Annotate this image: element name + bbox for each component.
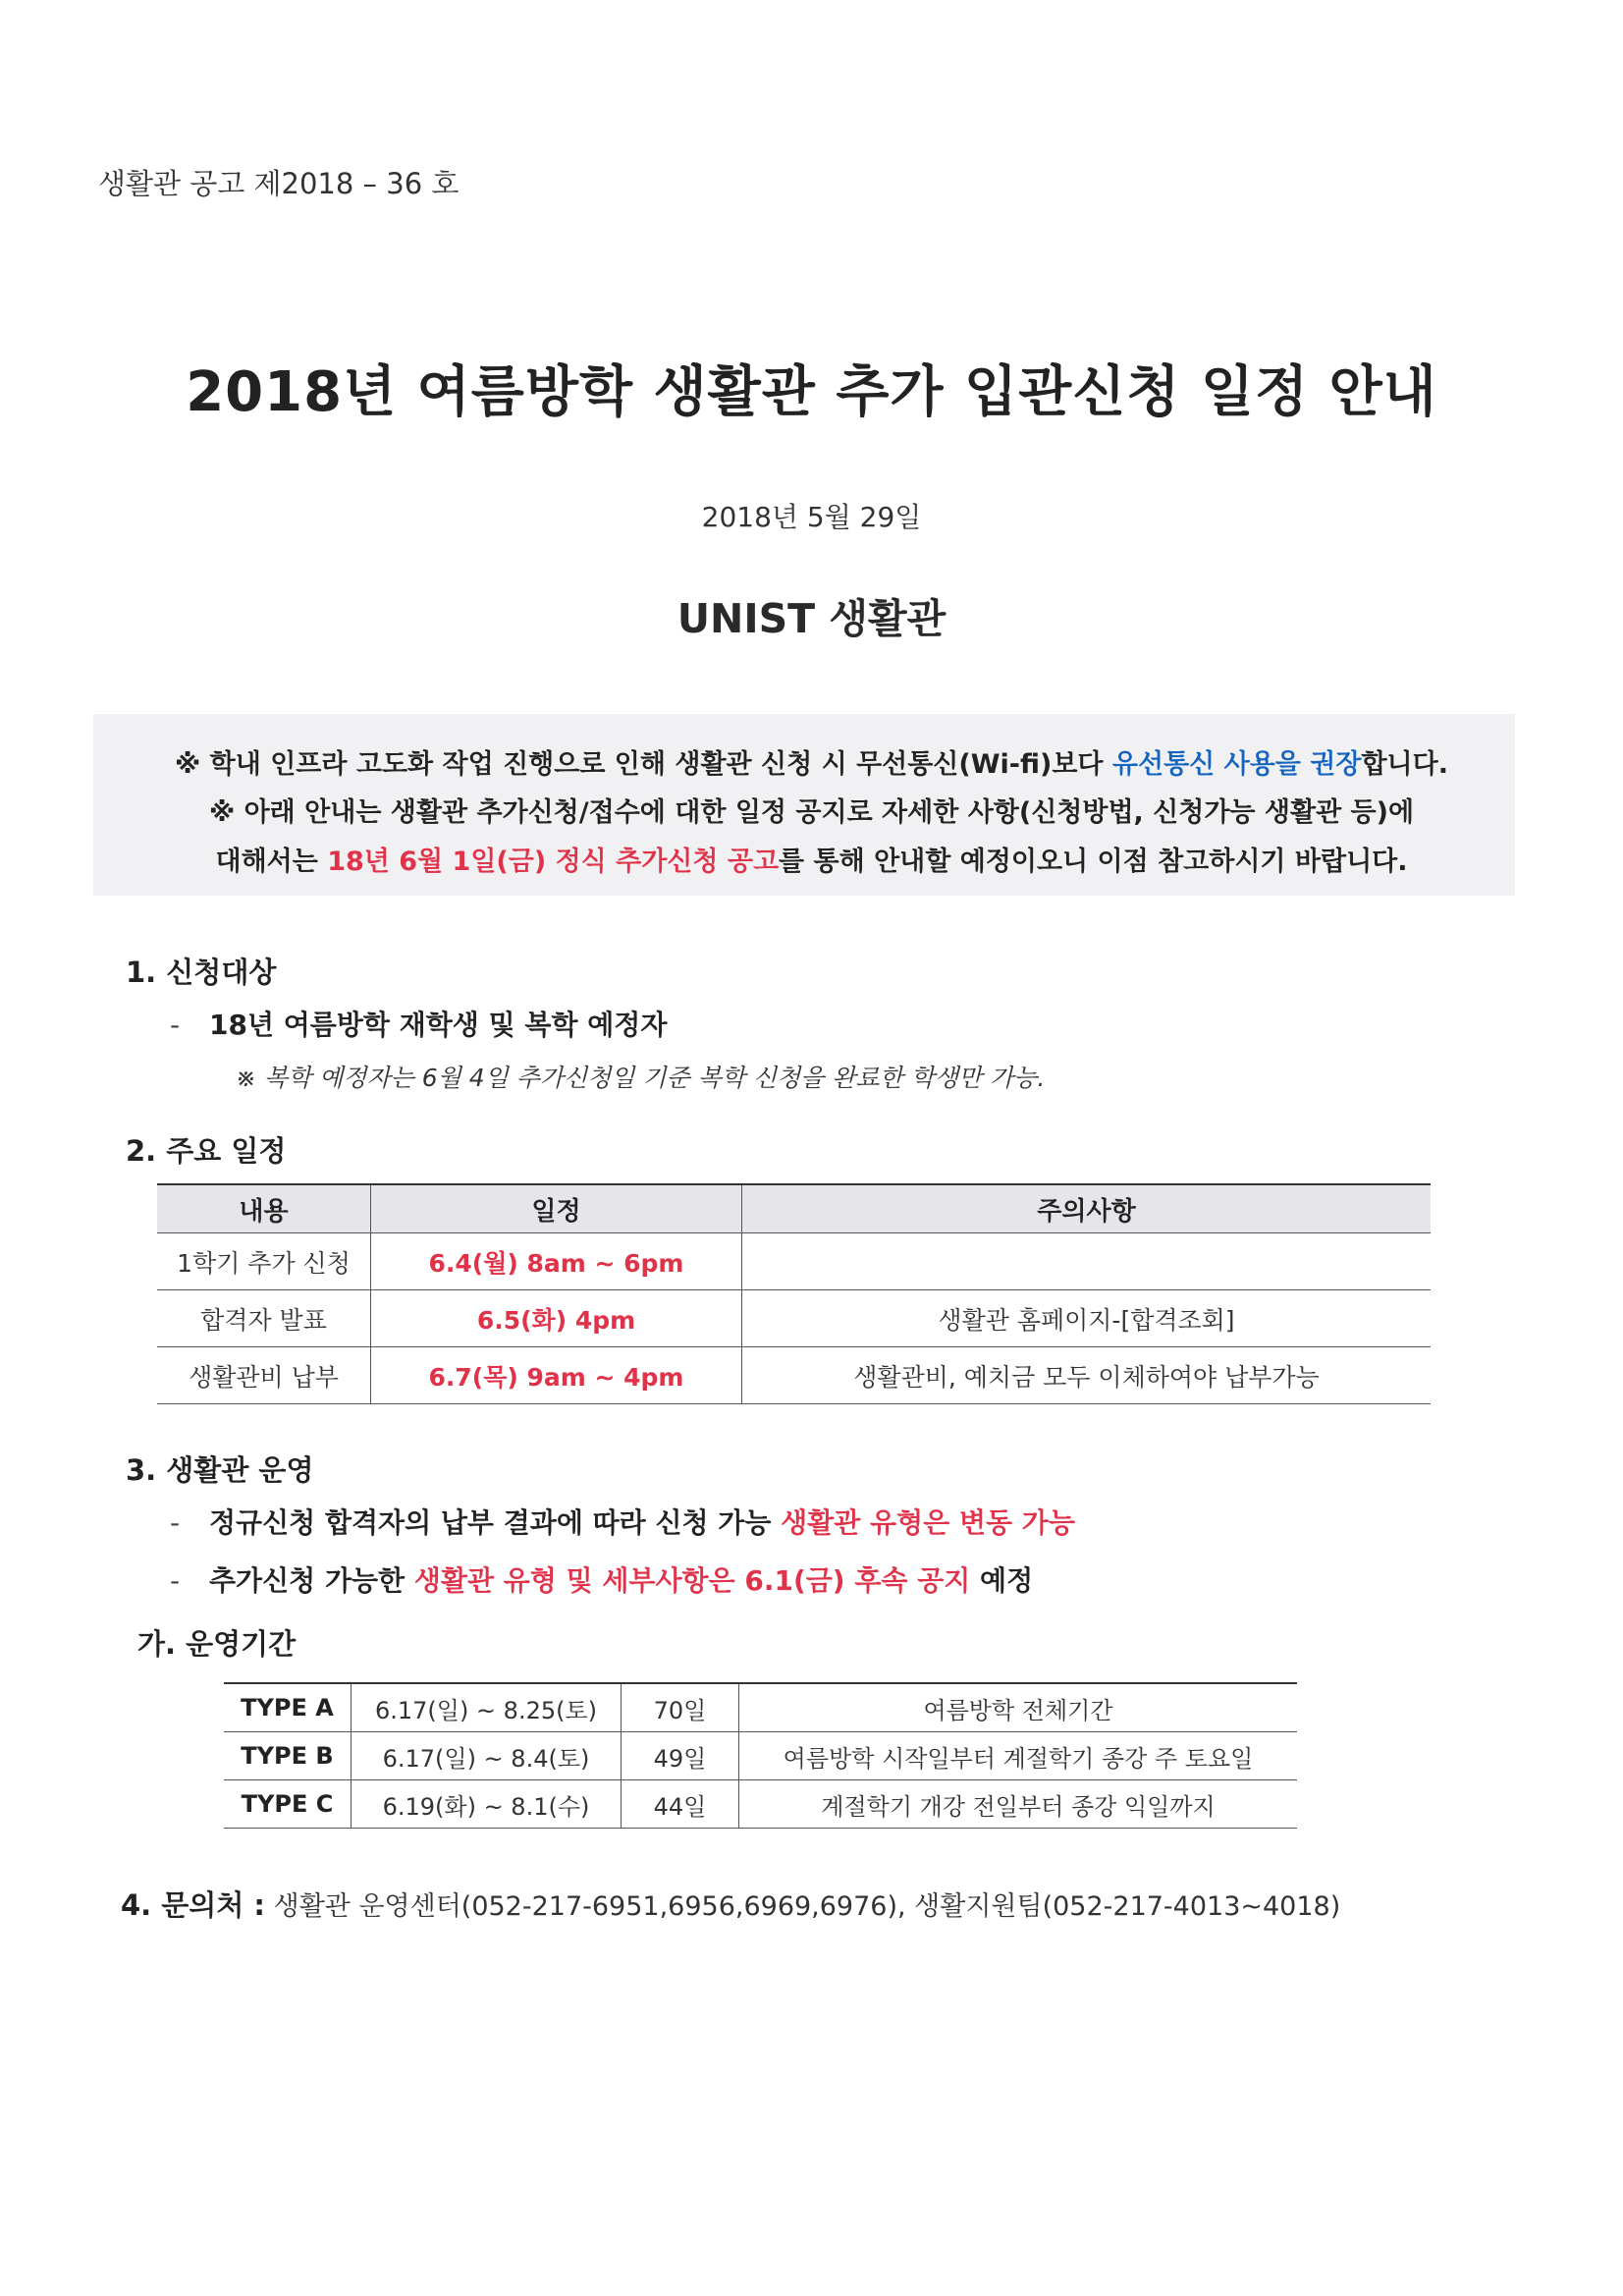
period-range: 6.17(일) ~ 8.4(토) [352, 1732, 622, 1780]
period-type: TYPE C [224, 1780, 352, 1829]
schedule-header-row [157, 1184, 1431, 1233]
schedule-table [157, 1183, 1431, 1404]
notice-highlight-wired: 유선통신 사용을 권장 [1111, 749, 1362, 780]
notice-line-3-start: 대해서는 [215, 847, 328, 877]
column-header: 일정 [371, 1184, 742, 1233]
notice-line-1 [0, 742, 1623, 781]
notice-date: 2018년 5월 29일 [701, 501, 922, 533]
schedule-note: 생활관비, 예치금 모두 이체하여야 납부가능 [742, 1347, 1432, 1404]
schedule-note [742, 1233, 1432, 1290]
period-days: 44일 [622, 1780, 739, 1829]
section-3-bullet-2-text: 추가신청 가능한 [209, 1564, 414, 1597]
schedule-item: 1학기 추가 신청 [157, 1233, 371, 1290]
period-desc: 여름방학 시작일부터 계절학기 종강 주 토요일 [739, 1732, 1298, 1780]
table-row [224, 1683, 1297, 1732]
section-2-heading: 2. 주요 일정 [126, 1134, 287, 1168]
section-3-bullet-1 [170, 1502, 1075, 1541]
page-title: 2018년 여름방학 생활관 추가 입관신청 일정 안내 [186, 360, 1437, 424]
table-row [224, 1780, 1297, 1829]
section-1-heading: 1. 신청대상 [126, 956, 277, 989]
schedule-note: 생활관 홈페이지-[합격조회] [742, 1290, 1432, 1347]
notice-line-1-text: ※ 학내 인프라 고도화 작업 진행으로 인해 생활관 신청 시 무선통신(Wi-fi)보다 [175, 749, 1112, 780]
section-3-bullet-1-highlight: 생활관 유형은 변동 가능 [781, 1506, 1075, 1539]
schedule-item: 합격자 발표 [157, 1290, 371, 1347]
schedule-date: 6.5(화) 4pm [371, 1290, 742, 1347]
notice-line-3-end: 를 통해 안내할 예정이오니 이점 참고하시기 바랍니다. [779, 847, 1408, 877]
section-3-bullet-2 [170, 1559, 1033, 1599]
notice-highlight-date: 18년 6월 1일(금) 정식 추가신청 공고 [327, 847, 780, 877]
bullet-dash: - [170, 1506, 181, 1539]
bullet-dash: - [170, 1564, 181, 1597]
period-desc: 여름방학 전체기간 [739, 1683, 1298, 1732]
section-1-bullet-text: 18년 여름방학 재학생 및 복학 예정자 [209, 1009, 668, 1041]
contact-heading: 4. 문의처 : [121, 1888, 266, 1922]
table-row [157, 1233, 1431, 1290]
section-3-bullet-2-highlight: 생활관 유형 및 세부사항은 6.1(금) 후속 공지 [413, 1564, 971, 1597]
schedule-date: 6.7(목) 9am ~ 4pm [371, 1347, 742, 1404]
column-header: 주의사항 [742, 1184, 1432, 1233]
table-row [157, 1290, 1431, 1347]
bullet-dash: - [170, 1009, 181, 1041]
section-3-bullet-1-text: 정규신청 합격자의 납부 결과에 따라 신청 가능 [209, 1506, 782, 1539]
period-type: TYPE A [224, 1683, 352, 1732]
period-range: 6.19(화) ~ 8.1(수) [352, 1780, 622, 1829]
period-days: 49일 [622, 1732, 739, 1780]
period-subheading: 가. 운영기간 [137, 1627, 297, 1661]
contact-info [121, 1884, 1340, 1924]
column-header: 내용 [157, 1184, 371, 1233]
organization-name: UNIST 생활관 [676, 595, 947, 642]
section-1-bullet [170, 1004, 667, 1043]
notice-line-1-end: 합니다. [1361, 749, 1448, 780]
period-days: 70일 [622, 1683, 739, 1732]
notice-line-3 [0, 840, 1623, 878]
table-row [157, 1347, 1431, 1404]
section-1-note: ※ 복학 예정자는 6월 4일 추가신청일 기준 복학 신청을 완료한 학생만 가능. [236, 1064, 1046, 1092]
period-table [224, 1682, 1297, 1829]
period-desc: 계절학기 개강 전일부터 종강 익일까지 [739, 1780, 1298, 1829]
notice-number: 생활관 공고 제2018 – 36 호 [98, 167, 460, 200]
schedule-date: 6.4(월) 8am ~ 6pm [371, 1233, 742, 1290]
schedule-item: 생활관비 납부 [157, 1347, 371, 1404]
notice-line-2: ※ 아래 안내는 생활관 추가신청/접수에 대한 일정 공지로 자세한 사항(신청방법, 신청가능 생활관 등)에 [208, 797, 1415, 828]
table-row [224, 1732, 1297, 1780]
contact-text: 생활관 운영센터(052-217-6951,6956,6969,6976), 생활지원팀(052-217-4013~4018) [273, 1891, 1341, 1922]
section-3-heading: 3. 생활관 운영 [126, 1453, 314, 1487]
period-type: TYPE B [224, 1732, 352, 1780]
period-range: 6.17(일) ~ 8.25(토) [352, 1683, 622, 1732]
section-3-bullet-2-end: 예정 [970, 1564, 1034, 1597]
